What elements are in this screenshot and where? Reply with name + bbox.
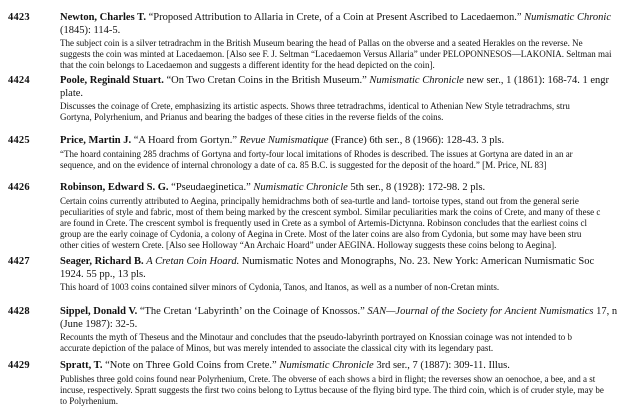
entry-publication-details: 5th ser., 8 (1928): 172-98. 2 pls. xyxy=(350,182,486,193)
entry-number: 4429 xyxy=(8,360,30,371)
entry-author: Spratt, T. xyxy=(60,360,103,371)
entry-number: 4425 xyxy=(8,135,30,146)
entry-citation xyxy=(60,360,640,373)
abstract-line: peculiarities of style and fabric, most of them being marked by the crescent symbol. Similar peculiarities mark the coins of Crete, and many of these c xyxy=(60,206,601,217)
abstract-line: sequence, and on the evidence of internal chronology a date of ca. 85 B.C. is suggested for the deposit of the hoard.” [M. Price, NL 83] xyxy=(60,159,547,170)
abstract-line: to Polyrhenium. xyxy=(60,395,118,406)
entry-number: 4426 xyxy=(8,182,30,193)
entry-citation xyxy=(60,75,640,88)
entry-citation-continued: plate. xyxy=(60,87,84,99)
entry-journal: Numismatic Chronicle xyxy=(279,360,374,371)
entry-journal: Numismatic Chronicle xyxy=(369,75,464,86)
entry-author: Seager, Richard B. xyxy=(60,256,144,267)
entry-journal: SAN—Journal of the Society for Ancient Numismatics xyxy=(367,306,594,317)
entry-title: “A Hoard from Gortyn.” xyxy=(133,135,237,146)
abstract-line: Gortyna, Polyrhenium, and Prianus and bearing the badges of these cities in the reverse fields of the coins. xyxy=(60,112,444,122)
entry-number: 4424 xyxy=(8,75,30,86)
entry-body xyxy=(60,306,640,354)
entry-number: 4428 xyxy=(8,306,30,317)
entry-publication-details: Numismatic Notes and Monographs, No. 23. New York: American Numismatic Soc xyxy=(241,256,595,267)
entry-number: 4427 xyxy=(8,256,30,267)
entry-author: Newton, Charles T. xyxy=(60,12,146,23)
entry-title: “Proposed Attribution to Allaria in Crete, of a Coin at Present Ascribed to Lacedaemon.” xyxy=(148,12,522,23)
entry-citation xyxy=(60,12,640,25)
entry-publication-details: 3rd ser., 7 (1887): 309-11. Illus. xyxy=(376,360,510,371)
abstract-line: Discusses the coinage of Crete, emphasizing its artistic aspects. Shows three tetradrachms, identical to Athenian New Style tetradrachms, stru xyxy=(60,101,570,111)
abstract-line: Recounts the myth of Theseus and the Minotaur and concludes that the pseudo-labyrinth portrayed on Knossian coinage was not intended to b xyxy=(60,332,572,342)
abstract-line: accurate depiction of the palace of Minos, but was merely intended to associate the classical city with its legendary past. xyxy=(60,343,494,353)
entry-number: 4423 xyxy=(8,12,30,23)
abstract-line: are found in Crete. The crescent symbol is frequently used in Crete as a symbol of Artemis-Dictynna. Robinson concludes that the earliest coins cl xyxy=(60,217,587,228)
entry-title: “Pseudaeginetica.” xyxy=(171,182,251,193)
entry-citation xyxy=(60,306,640,319)
entry-body xyxy=(60,75,640,123)
entry-body xyxy=(60,360,640,407)
entry-citation-continued: (June 1987): 32-5. xyxy=(60,318,138,330)
entry-publication-details: new ser., 1 (1861): 168-74. 1 engr xyxy=(466,75,610,86)
entry-citation xyxy=(60,256,640,269)
entry-citation-continued: (1845): 114-5. xyxy=(60,24,121,36)
abstract-line: This hoard of 1003 coins contained silver minors of Cydonia, Tanos, and Itanos, as well as a number of non-Cretan mints. xyxy=(60,282,500,292)
entry-author: Robinson, Edward S. G. xyxy=(60,182,169,193)
abstract-line: Certain coins currently attributed to Aegina, principally hemidrachms both of sea-turtle and land- tortoise types, stand out from the general serie xyxy=(60,195,579,206)
abstract-line: suggests the coin was minted at Lacedaemon. [Also see F. J. Seltman “Lacedaemon Versus Allaria” under PELOPONNESOS—LAKONIA. Seltman mai xyxy=(60,49,612,59)
entry-citation-continued: 1924. 55 pp., 13 pls. xyxy=(60,268,146,280)
entry-publication-details: 17, n xyxy=(596,306,618,317)
entry-journal: Revue Numismatique xyxy=(239,135,329,146)
entry-citation xyxy=(60,135,640,148)
abstract-line: other cities of western Crete. [Also see Holloway “An Archaic Hoard” under AEGINA. Holloway suggests these coins belong to Aegina]. xyxy=(60,239,557,250)
entry-author: Poole, Reginald Stuart. xyxy=(60,75,164,86)
abstract-line: The subject coin is a silver tetradrachm in the British Museum bearing the head of Pallas on the obverse and a seated Herakles on the reverse. Ne xyxy=(60,38,583,48)
abstract-line: group are the early coinage of Cydonia, a colony of Aegina in Crete. Most of the later coins are also from Cydonia, but some may have been stru xyxy=(60,228,582,239)
entry-title: “The Cretan ‘Labyrinth’ on the Coinage of Knossos.” xyxy=(139,306,365,317)
entry-title: A Cretan Coin Hoard. xyxy=(146,256,240,267)
entry-author: Price, Martin J. xyxy=(60,135,132,146)
abstract-line: that the coin belongs to Lacedaemon and suggests a different identity for the head depicted on the coin]. xyxy=(60,60,435,70)
entry-author: Sippel, Donald V. xyxy=(60,306,138,317)
entry-publication-details: (France) 6th ser., 8 (1966): 128-43. 3 pls. xyxy=(331,135,505,146)
entry-body xyxy=(60,182,640,251)
entry-body xyxy=(60,12,640,71)
entry-journal: Numismatic Chronicle xyxy=(253,182,348,193)
entry-journal: Numismatic Chronic xyxy=(524,12,611,23)
abstract-line: Publishes three gold coins found near Polyrhenium, Crete. The obverse of each shows a bird in flight; the reverses show an oenochoe, a bee, and a st xyxy=(60,373,596,384)
entry-body xyxy=(60,256,640,293)
entry-title: “Note on Three Gold Coins from Crete.” xyxy=(105,360,277,371)
entry-citation xyxy=(60,182,640,195)
entry-body xyxy=(60,135,640,171)
abstract-line: “The hoard containing 285 drachms of Gortyna and forty-four local imitations of Rhodes is described. The issues at Gortyna are dated in an ar xyxy=(60,148,573,159)
abstract-line: incuse, respectively. Spratt suggests the first two coins belong to Lyttus because of the flying bird type. The third coin, which is of cruder style, may be xyxy=(60,384,604,395)
entry-title: “On Two Cretan Coins in the British Museum.” xyxy=(166,75,367,86)
